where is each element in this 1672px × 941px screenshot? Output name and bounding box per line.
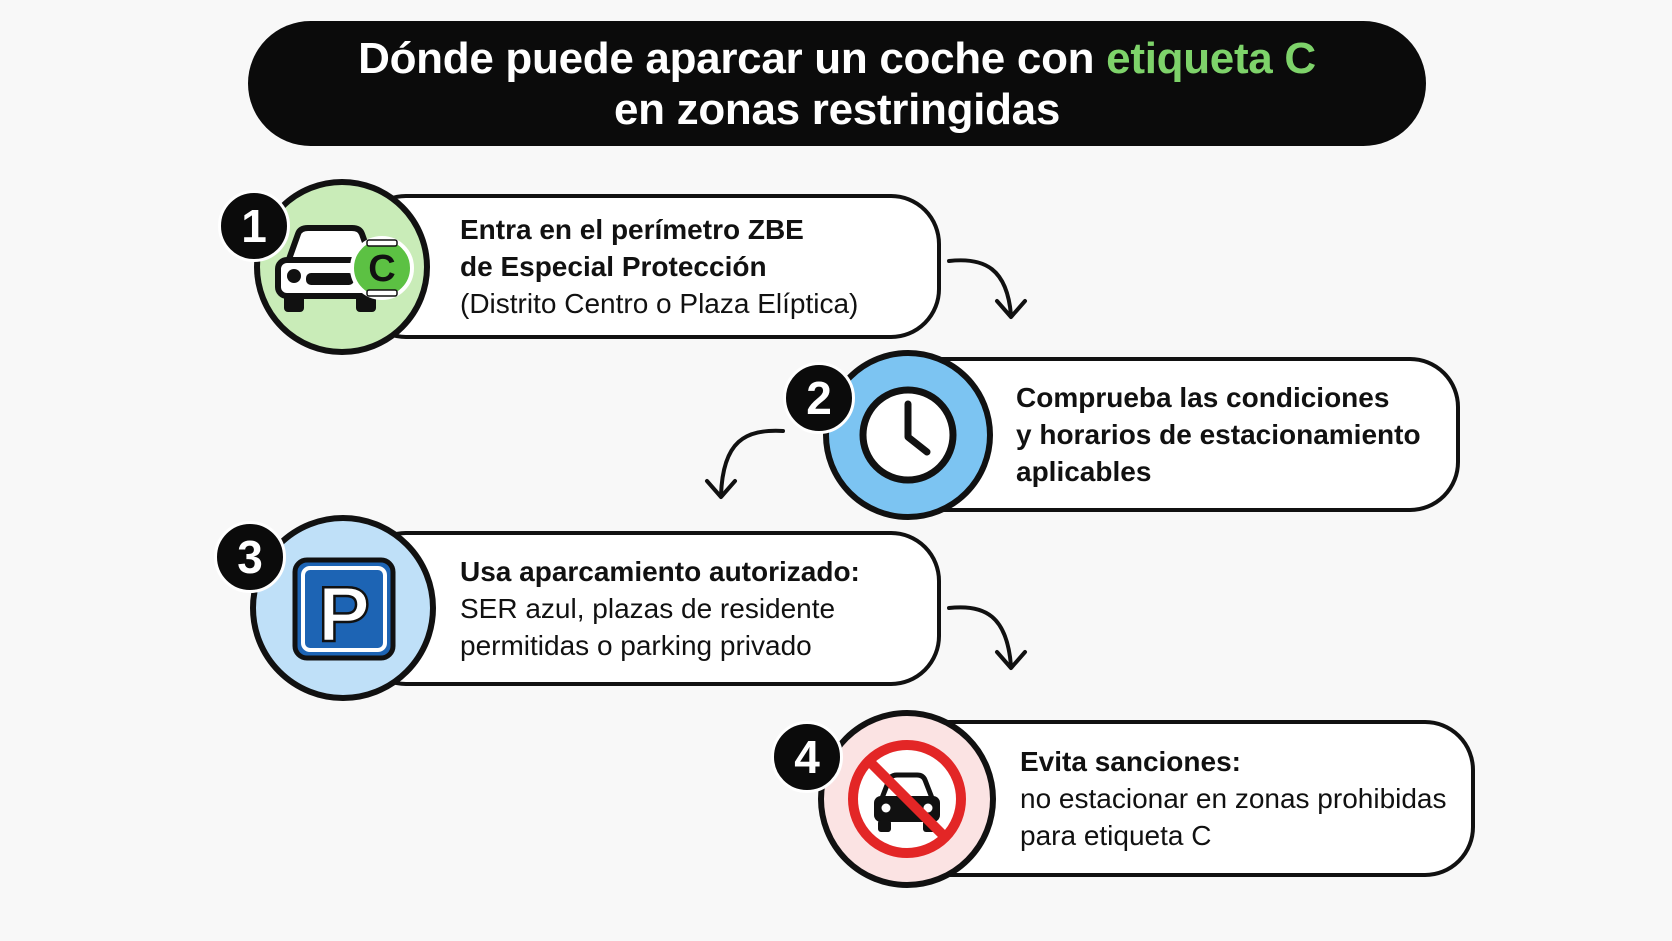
step-3-line-3: permitidas o parking privado <box>460 630 812 661</box>
parking-letter: P <box>317 570 371 658</box>
clock-icon <box>857 384 959 486</box>
step-1-line-3: (Distrito Centro o Plaza Elíptica) <box>460 288 859 319</box>
step-2-line-1: Comprueba las condiciones <box>1016 382 1390 413</box>
step-3-card <box>356 531 941 686</box>
step-4-number-badge: 4 <box>771 721 843 793</box>
step-1-line-1: Entra en el perímetro ZBE <box>460 214 804 245</box>
no-parking-car-icon <box>846 738 968 860</box>
car-with-label-c-icon <box>270 218 420 318</box>
arrow-step1-to-step2 <box>945 255 1045 335</box>
title-highlight: etiqueta C <box>1106 33 1316 83</box>
step-1-card <box>356 194 941 339</box>
step-3-line-2: SER azul, plazas de residente <box>460 593 836 624</box>
step-2-number-badge: 2 <box>783 362 855 434</box>
label-c-text: C <box>368 248 396 290</box>
arrow-step2-to-step3 <box>693 425 793 515</box>
title-line-1: Dónde puede aparcar un coche con etiqueta C <box>358 33 1316 83</box>
step-4-line-2: no estacionar en zonas prohibidas <box>1020 783 1447 814</box>
title-line-2: en zonas restringidas <box>613 84 1061 134</box>
step-1-line-2: de Especial Protección <box>460 251 767 282</box>
step-3-line-1: Usa aparcamiento autorizado: <box>460 556 860 587</box>
page-title <box>248 21 1426 146</box>
step-4-line-3: para etiqueta C <box>1020 820 1212 851</box>
step-1-number-badge: 1 <box>218 190 290 262</box>
step-3-number-badge: 3 <box>214 521 286 593</box>
arrow-step3-to-step4 <box>945 602 1045 687</box>
step-2-line-3: aplicables <box>1016 456 1152 487</box>
parking-sign-icon <box>292 557 396 661</box>
step-2-line-2: y horarios de estacionamiento <box>1016 419 1421 450</box>
step-4-line-1: Evita sanciones: <box>1020 746 1241 777</box>
